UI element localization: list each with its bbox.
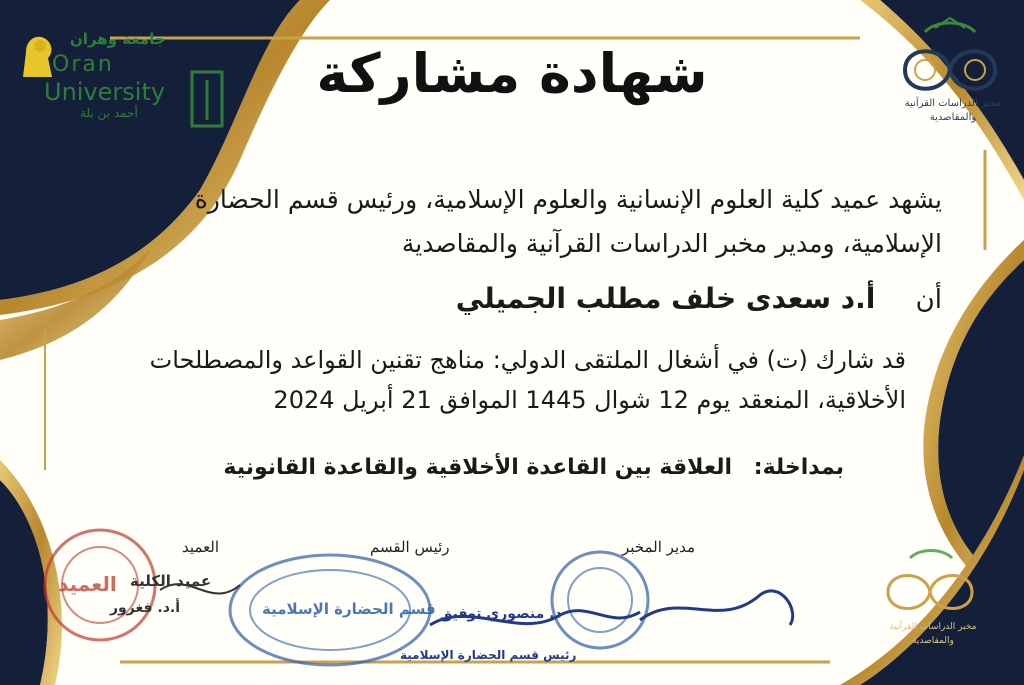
department-stamp-text: قسم الحضارة الإسلامية [262,600,436,618]
dean-stamp-text: العميد [58,572,117,596]
details-line-1: قد شارك (ت) في أشغال الملتقى الدولي: مناهج تقنين القواعد والمصطلحات [149,346,906,374]
lab-stamp-outer [552,552,648,648]
dean-label: العميد [182,538,220,556]
details-line-2: الأخلاقية، المنعقد يوم 12 شوال 1445 الموافق 21 أبريل 2024 [273,386,906,414]
contribution-label: بمداخلة: [753,455,844,480]
department-head-name: د. منصوري توفيق [440,606,562,622]
lab-name-top: مخبر الدراسات القرآنية [904,98,1002,109]
oran-arabic-subname: أحمد بن بلة [80,106,138,120]
lab-director-signature [640,591,793,625]
statement-line-2: الإسلامية، ومدير مخبر الدراسات القرآنية والمقاصدية [401,229,942,258]
lab-emblem-bottom-icon [880,540,980,620]
oran-arabic-name: جامعة وهران [70,30,166,48]
lab-name-bottom-2: والمقاصدية [912,636,954,646]
lab-stamp-inner [568,568,632,632]
contribution-title: العلاقة بين القاعدة الأخلاقية والقاعدة القانونية [223,455,733,480]
lab-name-bottom-1: مخبر الدراسات القرآنية [889,622,977,632]
department-head-label: رئيس القسم [370,538,450,556]
lab-director-label: مدير المخبر [622,538,696,556]
dean-handwritten-title: عميد الكلية [130,572,212,590]
department-head-subtitle: رئيس قسم الحضارة الإسلامية [400,648,577,662]
oran-english-name-2: University [44,78,166,106]
statement-line-1: يشهد عميد كلية العلوم الإنسانية والعلوم الإسلامية، ورئيس قسم الحضارة [194,185,942,214]
certificate-title: شهادة مشاركة [316,42,708,105]
lab-name-bottom: والمقاصدية [929,112,977,123]
participant-name: أ.د سعدى خلف مطلب الجميلي [455,282,876,315]
dean-name: أ.د. فغرور [110,600,181,616]
name-prefix: أن [915,285,942,315]
oran-english-name-1: Oran [52,52,114,77]
